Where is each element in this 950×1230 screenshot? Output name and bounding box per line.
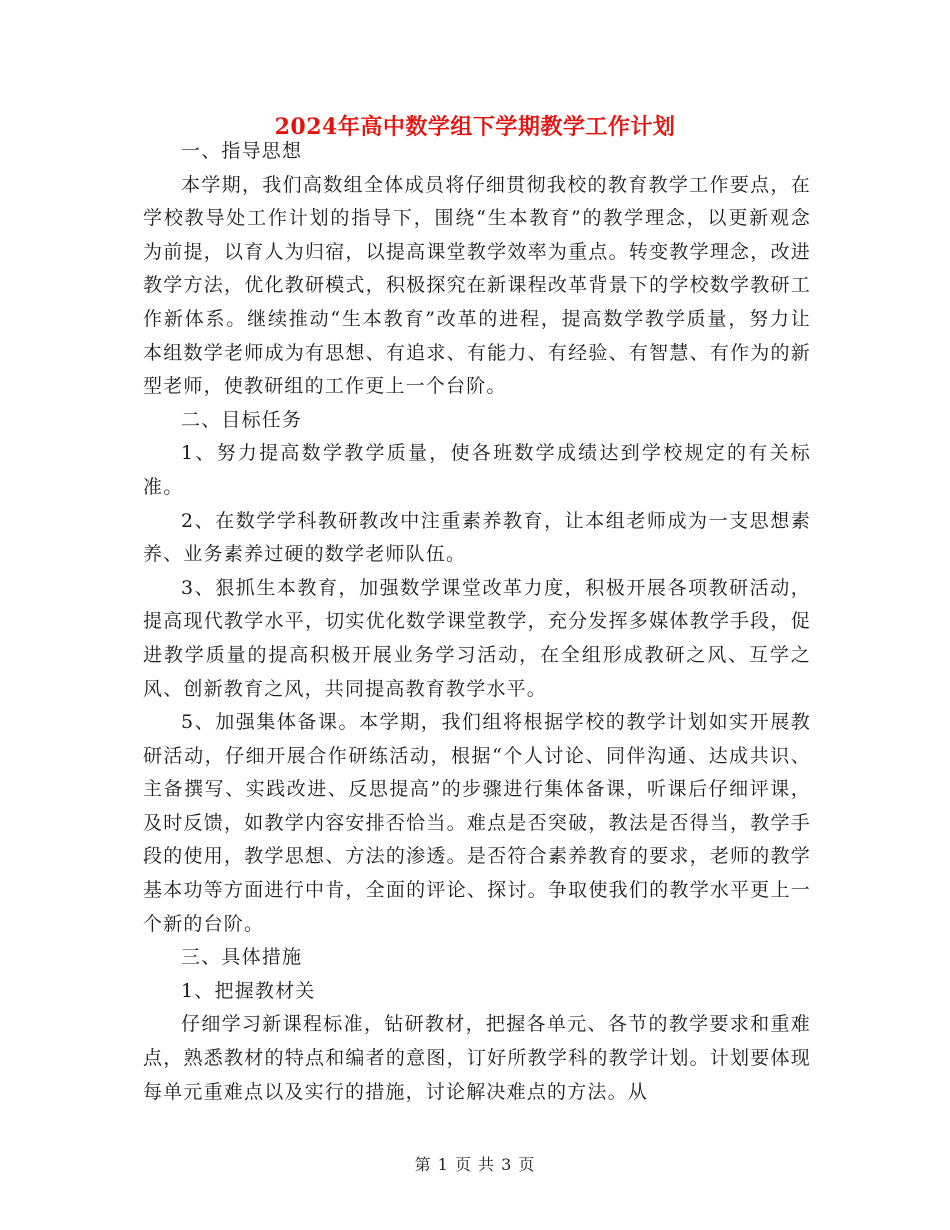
section-heading-goals: 二、目标任务 <box>181 408 303 431</box>
paragraph-guiding-ideology: 本学期，我们高数组全体成员将仔细贯彻我校的教育教学工作要点，在学校教导处工作计划的指导下，围绕“生本教育”的教学理念，以更新观念为前提，以育人为归宿，以提高课堂教学效率为重点。转变教学理念，改进教学方法，优化教研模式，积极探究在新课程改革背景下的学校数学教研工作新体系。继续推动“生本教育”改革的进程，提高数学教学质量，努力让本组数学老师成为有思想、有追求、有能力、有经验、有智慧、有作为的新型老师，使教研组的工作更上一个台阶。 <box>143 173 811 398</box>
page-footer: 第 1 页 共 3 页 <box>414 1155 536 1174</box>
goal-item-5: 5、加强集体备课。本学期，我们组将根据学校的教学计划如实开展教研活动，仔细开展合作研练活动，根据“个人讨论、同伴沟通、达成共识、主备撰写、实践改进、反思提高”的步骤进行集体备课，听课后仔细评课，及时反馈，如教学内容安排否恰当。难点是否突破，教法是否得当，教学手段的使用，教学思想、方法的渗透。是否符合素养教育的要求，老师的教学基本功等方面进行中肯，全面的评论、探讨。争取使我们的教学水平更上一个新的台阶。 <box>143 711 811 935</box>
goal-item-2: 2、在数学学科教研教改中注重素养教育，让本组老师成为一支思想素养、业务素养过硬的数学老师队伍。 <box>143 509 811 566</box>
goal-item-3: 3、狠抓生本教育，加强数学课堂改革力度，积极开展各项教研活动，提高现代教学水平，切实优化数学课堂教学，充分发挥多媒体教学手段，促进教学质量的提高积极开展业务学习活动，在全组形成教研之风、互学之风、创新教育之风，共同提高教育教学水平。 <box>143 576 811 700</box>
goal-item-1: 1、努力提高数学教学质量，使各班数学成绩达到学校规定的有关标准。 <box>143 442 811 498</box>
section-heading-measures: 三、具体措施 <box>181 946 303 969</box>
section-heading-guiding-ideology: 一、指导思想 <box>181 140 303 162</box>
paragraph-textbook: 仔细学习新课程标准，钻研教材，把握各单元、各节的教学要求和重难点，熟悉教材的特点和编者的意图，订好所教学科的教学计划。计划要体现每单元重难点以及实行的措施，讨论解决难点的方法。从 <box>143 1013 811 1103</box>
document-body <box>143 135 811 1109</box>
document-title: 2024年高中数学组下学期教学工作计划 <box>274 114 676 140</box>
measure-heading-textbook: 1、把握教材关 <box>181 979 316 1002</box>
